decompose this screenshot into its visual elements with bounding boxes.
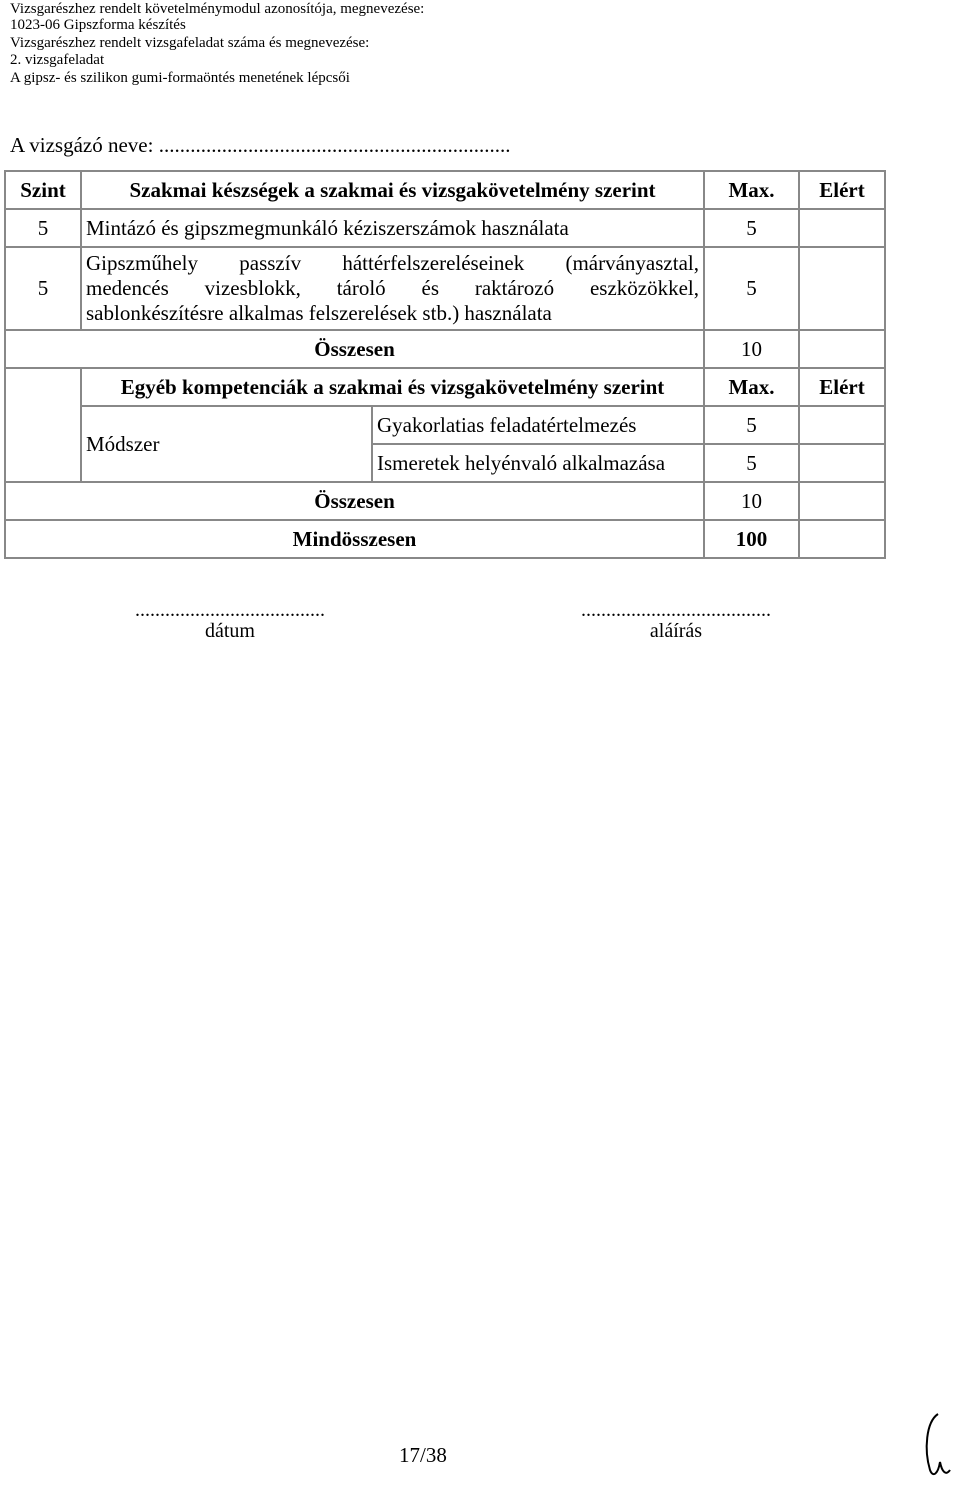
subtotal2-achieved[interactable] [799,482,885,520]
level-header: Szint [5,171,81,209]
grand-total-label: Mindösszesen [5,520,704,558]
method-label: Módszer [81,406,372,482]
header-line-5: A gipsz- és szilikon gumi-formaöntés menetének lépcsői [10,70,350,86]
row4-max: 5 [704,444,799,482]
row1-text: Mintázó és gipszmegmunkáló kéziszerszámok használata [81,209,704,247]
table-row [5,247,885,330]
row1-level: 5 [5,209,81,247]
grand-total-achieved[interactable] [799,520,885,558]
row2-max: 5 [704,247,799,330]
row1-max: 5 [704,209,799,247]
row3-text: Gyakorlatias feladatértelmezés [372,406,704,444]
max-header: Max. [704,171,799,209]
date-signature-block [90,600,370,643]
grand-total-row [5,520,885,558]
grand-total-value: 100 [704,520,799,558]
row4-achieved[interactable] [799,444,885,482]
subtotal1-label: Összesen [5,330,704,368]
subtotal-row [5,330,885,368]
page-number: 17/38 [399,1443,447,1467]
row3-achieved[interactable] [799,406,885,444]
date-dots: ...................................... [135,599,325,621]
row2-text [81,247,704,330]
table-header-row [5,171,885,209]
date-label: dátum [205,620,255,642]
header-line-4: 2. vizsgafeladat [10,52,105,68]
signature-dots: ...................................... [581,599,771,621]
max-header-2: Max. [704,368,799,406]
row2-text-line1: Gipszműhely passzív háttérfelszereléseinek (márványasztal, [86,251,699,275]
subtotal2-value: 10 [704,482,799,520]
table-row [5,209,885,247]
header-line-2: 1023-06 Gipszforma készítés [10,17,186,33]
achieved-header-2: Elért [799,368,885,406]
row3-max: 5 [704,406,799,444]
achieved-header: Elért [799,171,885,209]
subtotal1-achieved[interactable] [799,330,885,368]
subtotal-row [5,482,885,520]
signature-block [536,600,816,643]
subtotal2-label: Összesen [5,482,704,520]
score-table [4,170,886,559]
row2-achieved[interactable] [799,247,885,330]
row2-level: 5 [5,247,81,330]
competencies-header: Egyéb kompetenciák a szakmai és vizsgakövetelmény szerint [81,368,704,406]
row1-achieved[interactable] [799,209,885,247]
handwritten-initial-mark [920,1410,954,1480]
subtotal1-value: 10 [704,330,799,368]
table-row [5,406,885,444]
header-line-3: Vizsgarészhez rendelt vizsgafeladat száma és megnevezése: [10,35,370,51]
row2-text-line3: sablonkészítésre alkalmas felszerelések stb.) használata [86,301,552,325]
blank-cell [5,368,81,482]
signature-label: aláírás [649,620,703,642]
header-line-1: Vizsgarészhez rendelt követelménymodul azonosítója, megnevezése: [10,1,425,17]
candidate-name-line: A vizsgázó neve: ................................................................... [10,133,511,157]
row4-text: Ismeretek helyénvaló alkalmazása [372,444,704,482]
row2-text-line2: medencés vizesblokk, tároló és raktározó eszközökkel, [86,276,699,300]
skills-header: Szakmai készségek a szakmai és vizsgakövetelmény szerint [81,171,704,209]
table-header-row-2 [5,368,885,406]
